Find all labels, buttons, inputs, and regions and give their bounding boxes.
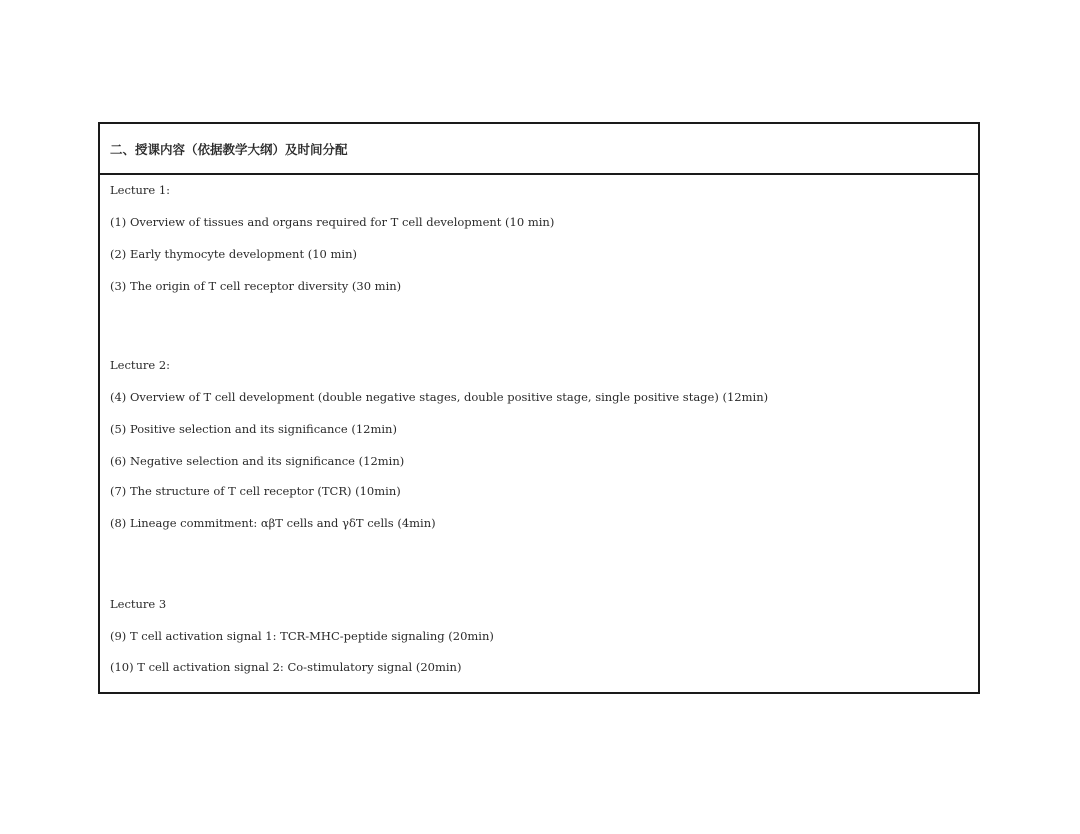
lecture-2-item-7: (7) The structure of T cell receptor (TCR) (10min) [110,484,401,498]
lecture-2-item-8: (8) Lineage commitment: αβT cells and γδT cells (4min) [110,516,436,530]
lecture-3-title: Lecture 3 [110,597,167,611]
lecture-1-item-2: (2) Early thymocyte development (10 min) [110,247,357,261]
table-header-row [100,124,978,175]
lecture-2-title: Lecture 2: [110,358,171,372]
lecture-2-item-5: (5) Positive selection and its significance (12min) [110,422,397,436]
syllabus-table [98,122,980,694]
section-heading: 二、授课内容（依据教学大纲）及时间分配 [110,142,348,157]
lecture-1-item-1: (1) Overview of tissues and organs required for T cell development (10 min) [110,215,555,229]
lecture-1-title: Lecture 1: [110,183,171,197]
lecture-1-item-3: (3) The origin of T cell receptor diversity (30 min) [110,279,402,293]
lecture-2-item-4: (4) Overview of T cell development (double negative stages, double positive stage, single positive stage) (12min) [110,390,769,404]
lecture-2-item-6: (6) Negative selection and its significance (12min) [110,454,405,468]
lecture-3-item-10: (10) T cell activation signal 2: Co-stimulatory signal (20min) [110,660,462,674]
table-content-cell [100,175,978,692]
lecture-3-item-9: (9) T cell activation signal 1: TCR-MHC-peptide signaling (20min) [110,629,494,643]
